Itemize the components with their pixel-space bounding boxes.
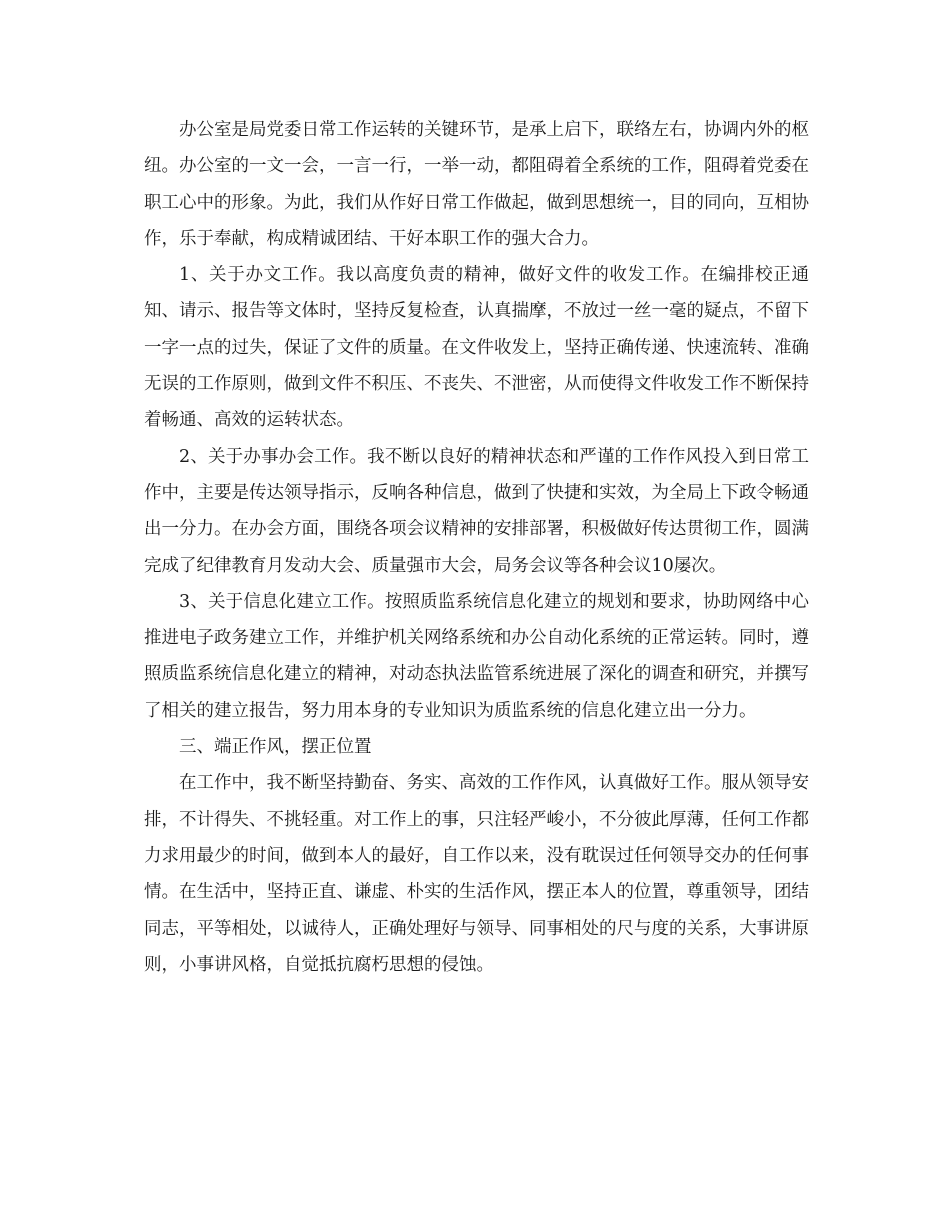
document-page (144, 112, 809, 983)
paragraph-informatization: 3、关于信息化建立工作。按照质监系统信息化建立的规划和要求，协助网络中心推进电子政务建立工作，并维护机关网络系统和办公自动化系统的正常运转。同时，遵照质监系统信息化建立的精神，对动态执法监管系统进展了深化的调查和研究，并撰写了相关的建立报告，努力用本身的专业知识为质监系统的信息化建立出一分力。 (144, 591, 809, 721)
paragraph-office-role: 办公室是局党委日常工作运转的关键环节，是承上启下，联络左右，协调内外的枢纽。办公室的一文一会，一言一行，一举一动，都阻碍着全系统的工作，阻碍着党委在职工心中的形象。为此，我们从作好日常工作做起，做到思想统一，目的同向，互相协作，乐于奉献，构成精诚团结、干好本职工作的强大合力。 (144, 120, 809, 249)
paragraph-affairs-meetings: 2、关于办事办会工作。我不断以良好的精神状态和严谨的工作作风投入到日常工作中，主要是传达领导指示，反响各种信息，做到了快捷和实效，为全局上下政令畅通出一分力。在办会方面，围绕各项会议精神的安排部署，积极做好传达贯彻工作，圆满完成了纪律教育月发动大会、质量强市大会，局务会议等各种会议10屡次。 (144, 446, 809, 576)
paragraph-document-handling: 1、关于办文工作。我以高度负责的精神，做好文件的收发工作。在编排校正通知、请示、报告等文体时，坚持反复检查，认真揣摩，不放过一丝一毫的疑点，不留下一字一点的过失，保证了文件的质量。在文件收发上，坚持正确传递、快速流转、准确无误的工作原则，做到文件不积压、不丧失、不泄密，从而使得文件收发工作不断保持着畅通、高效的运转状态。 (144, 265, 809, 431)
paragraph-work-style: 在工作中，我不断坚持勤奋、务实、高效的工作作风，认真做好工作。服从领导安排，不计得失、不挑轻重。对工作上的事，只注轻严峻小，不分彼此厚薄，任何工作都力求用最少的时间，做到本人的最好，自工作以来，没有耽误过任何领导交办的任何事情。在生活中，坚持正直、谦虚、朴实的生活作风，摆正本人的位置，尊重领导，团结同志，平等相处，以诚待人，正确处理好与领导、同事相处的尺与度的关系，大事讲原则，小事讲风格，自觉抵抗腐朽思想的侵蚀。 (144, 773, 809, 975)
section-heading-work-style: 三、端正作风，摆正位置 (179, 737, 372, 758)
